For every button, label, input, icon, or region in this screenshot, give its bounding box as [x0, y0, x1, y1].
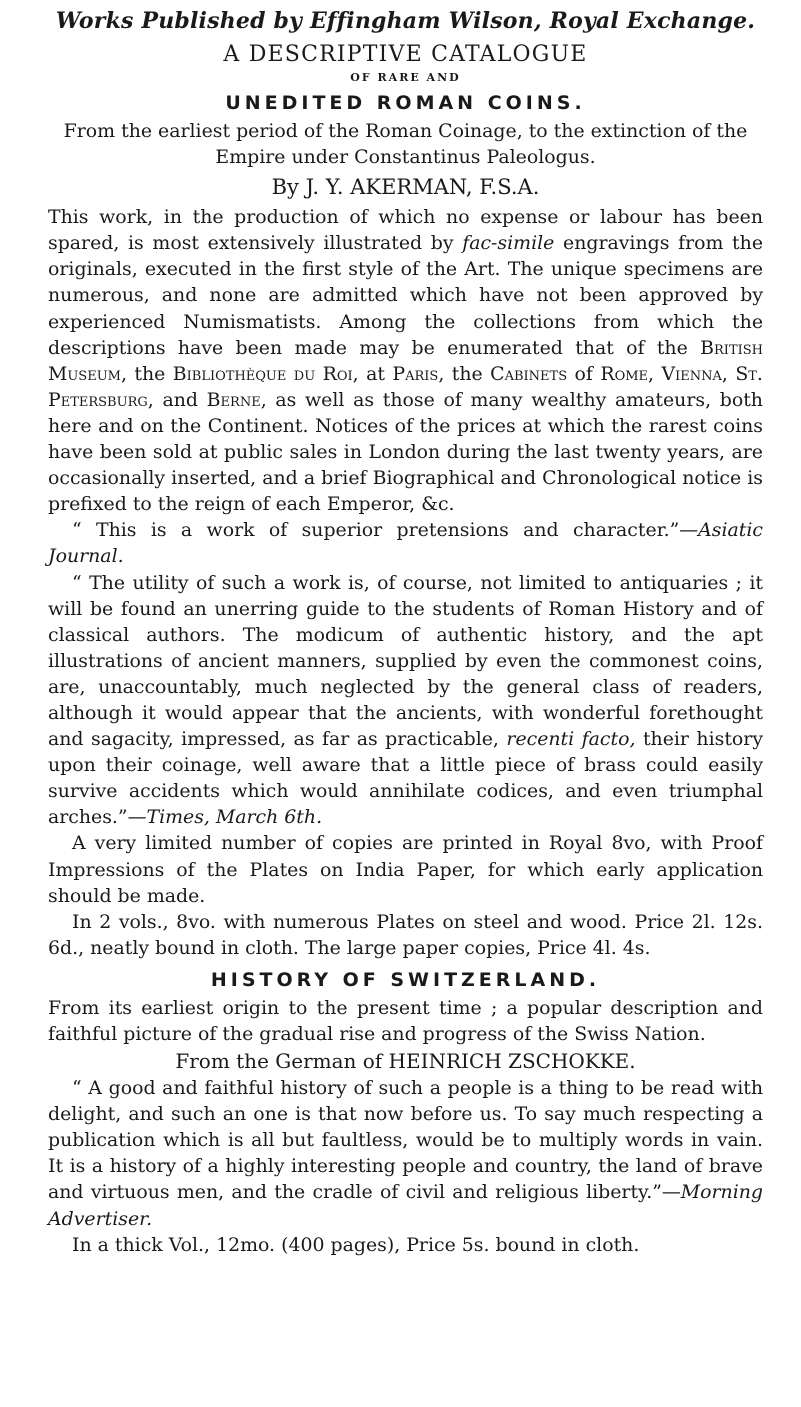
switzerland-from: From the German of HEINRICH ZSCHOKKE. — [175, 1049, 636, 1074]
description-text: This work, in the production of which no expense or labour has been spared, is most extensively illustrated by — [48, 206, 763, 255]
catalogue-heading: A DESCRIPTIVE CATALOGUE — [223, 42, 588, 67]
review-text: “ The utility of such a work is, of course, not limited to antiquaries ; it will be found an unerring guide to the students of Roman History and of classical authors. The modicum of authentic history, and the apt illustrations of ancient manners, supplied by even the commonest coins, are, unaccountably, much neglected by the general class of readers, although it would appear that the ancients, with wonderful forethought and sagacity, impressed, as far as practicable, — [48, 571, 763, 751]
review-text: “ This is a work of superior pretensions and character.”— — [72, 519, 699, 542]
catalogue-description — [48, 204, 763, 517]
running-head: Works Published by Effingham Wilson, Royal Exchange. — [55, 8, 756, 34]
review-source: Morning Advertiser. — [48, 1181, 763, 1230]
description-text: of — [574, 362, 593, 385]
paris: Paris — [392, 362, 439, 385]
british-museum: British Museum — [48, 336, 763, 385]
catalogue-subheading: OF RARE AND — [350, 71, 461, 84]
catalogue-price: In 2 vols., 8vo. with numerous Plates on steel and wood. Price 2l. 12s. 6d., neatly bound in cloth. The large paper copies, Price 4l. 4s. — [48, 910, 763, 959]
switzerland-price: In a thick Vol., 12mo. (400 pages), Price 5s. bound in cloth. — [72, 1233, 640, 1256]
description-text: , the — [438, 362, 483, 385]
description-text: , the — [120, 362, 166, 385]
limited-copies: A very limited number of copies are printed in Royal 8vo, with Proof Impressions of the Plates on India Paper, for which early application should be made. — [48, 832, 763, 907]
review-text: their history upon their coinage, well aware that a little piece of brass could easily survive accidents which would annihilate codices, and even triumphal arches.”— — [48, 728, 764, 829]
description-text: and — [162, 388, 198, 411]
review-morning-advertiser — [48, 1075, 763, 1232]
catalogue-period: From the earliest period of the Roman Coinage, to the extinction of the Empire under Constantinus Paleologus. — [63, 120, 748, 169]
review-source: Asiatic Journal. — [48, 519, 763, 568]
review-italic: recenti facto, — [506, 728, 636, 751]
review-source: Times, March 6th. — [146, 806, 323, 829]
bibliotheque: Bibliothèque du Roi — [172, 362, 353, 385]
switzerland-intro: From its earliest origin to the present time ; a popular description and faithful picture of the gradual rise and progress of the Swiss Nation. — [48, 996, 763, 1045]
catalogue-author: By J. Y. AKERMAN, F.S.A. — [271, 175, 540, 200]
description-italic: fac-simile — [462, 232, 555, 255]
cities: Rome, Vienna, St. Petersburg, — [48, 362, 763, 411]
review-asiatic — [48, 517, 763, 569]
description-text: engravings from the originals, executed in the first style of the Art. The unique specimens are numerous, and none are admitted which have not been approved by experienced Numismatists. Among the collections from which the descriptions have been made may be enumerated that of the — [48, 232, 763, 359]
review-times — [48, 570, 763, 831]
switzerland-title: HISTORY OF SWITZERLAND. — [210, 968, 601, 991]
description-text: , as well as those of many wealthy amateurs, both here and on the Continent. Notices of the prices at which the rarest coins have been sold at public sales in London during the last twenty years, are occasionally inserted, and a brief Biographical and Chronological notice is prefixed to the reign of each Emperor, &c. — [48, 388, 763, 516]
description-text: , at — [352, 362, 385, 385]
berne: Berne — [206, 388, 261, 411]
catalogue-title: UNEDITED ROMAN COINS. — [225, 92, 586, 114]
cabinets: Cabinets — [490, 362, 568, 385]
review-text: “ A good and faithful history of such a people is a thing to be read with delight, and such an one is that now before us. To say much respecting a publication which is all but faultless, would be to multiply words in vain. It is a history of a highly interesting people and country, the land of brave and virtuous men, and the cradle of civil and religious liberty.”— — [48, 1077, 763, 1204]
